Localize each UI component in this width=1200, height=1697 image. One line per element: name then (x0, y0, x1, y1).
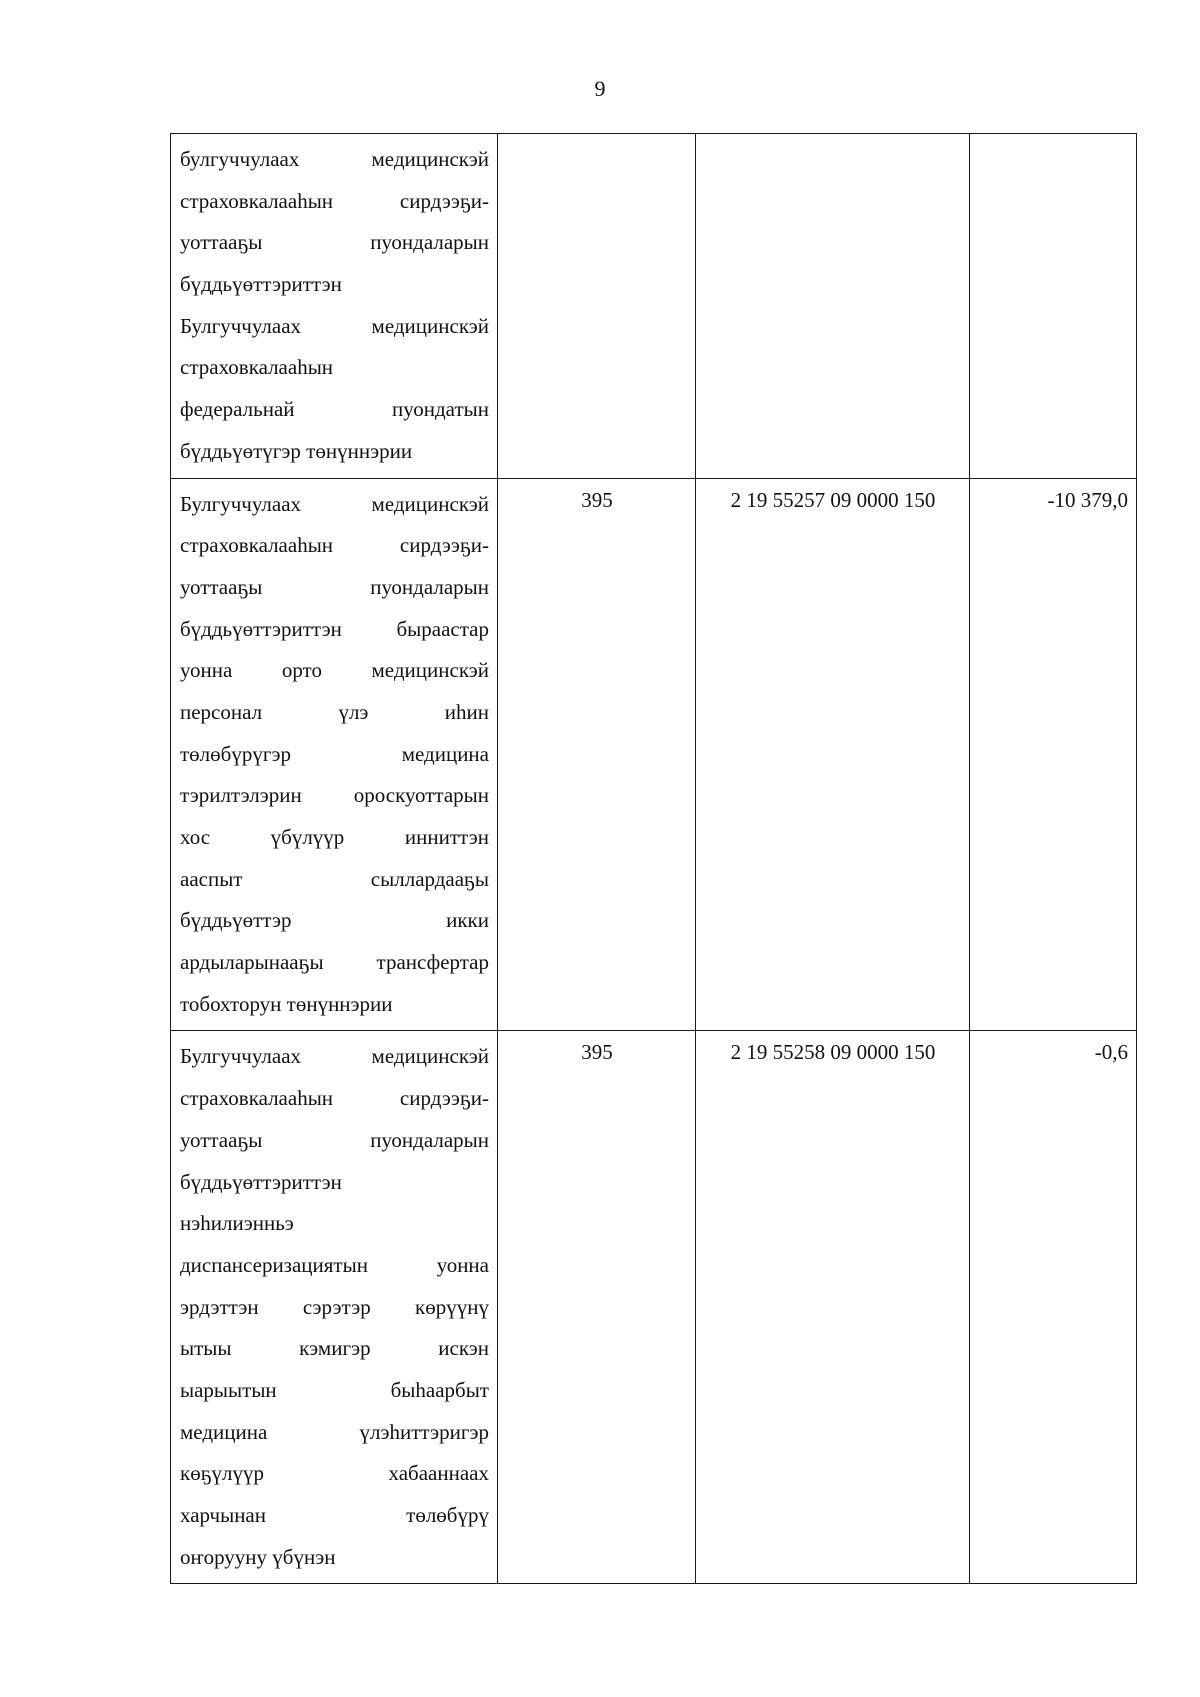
income-name-line: оҥорууну үбүнэн (180, 1544, 336, 1569)
amount-cell: -10 379,0 (970, 478, 1137, 1031)
income-name-line: тобохторун төнүннэрии (180, 991, 393, 1016)
table-body (171, 134, 1137, 1584)
income-name-line: диспансеризациятын уонна (180, 1252, 489, 1277)
table-row (171, 478, 1137, 1031)
income-name-line: тэрилтэлэрин ороскуоттарын (180, 783, 489, 808)
income-name-line: бүддьүөттэр икки (180, 908, 489, 933)
income-name-line: Булгуччулаах медицинскэй (180, 313, 489, 338)
income-name-line: ааспыт сыллардааҕы (180, 866, 489, 891)
table-row (171, 1031, 1137, 1584)
income-name-line: уонна орто медицинскэй (180, 658, 489, 683)
income-name-line: ыарыытын быһаарбыт (180, 1377, 489, 1402)
budget-classification-code-cell: 2 19 55257 09 0000 150 (696, 478, 970, 1031)
income-name-line: бүддьүөттэриттэн быраастар (180, 616, 489, 641)
income-name-line: медицина үлэһиттэригэр (180, 1419, 489, 1444)
income-name-cell (171, 1031, 498, 1584)
income-name-line: хос үбүлүүр инниттэн (180, 825, 489, 849)
income-name-line: төлөбүрүгэр медицина (180, 741, 489, 766)
income-name-line: булгуччулаах медицинскэй (180, 147, 489, 171)
admin-code-cell (498, 134, 696, 479)
income-name-line: көҕүлүүр хабааннаах (180, 1461, 489, 1486)
income-name-cell (171, 134, 498, 479)
income-name-line: бүддьүөтүгэр төнүннэрии (180, 438, 413, 463)
income-name-line: страховкалааһын (180, 355, 334, 380)
budget-classification-code-cell (696, 134, 970, 479)
income-name-line: уоттааҕы пуондаларын (180, 1127, 489, 1152)
income-name-line: харчынан төлөбүрү (180, 1503, 489, 1527)
income-name-line: ардыларынааҕы трансфертар (180, 950, 489, 975)
amount-cell: -0,6 (970, 1031, 1137, 1584)
income-name-line: нэһилиэнньэ (180, 1211, 294, 1236)
table-row (171, 134, 1137, 479)
amount-cell (970, 134, 1137, 479)
income-name-line: Булгуччулаах медицинскэй (180, 1044, 489, 1069)
income-name-line: страховкалааһын сирдээҕи- (180, 1086, 489, 1111)
income-name-line: бүддьүөттэриттэн (180, 272, 342, 297)
budget-table (170, 133, 1137, 1584)
admin-code-cell: 395 (498, 478, 696, 1031)
page-number: 9 (594, 76, 606, 101)
income-name-line: федеральнай пуондатын (180, 397, 489, 422)
income-name-line: бүддьүөттэриттэн (180, 1169, 342, 1194)
budget-classification-code-cell: 2 19 55258 09 0000 150 (696, 1031, 970, 1584)
income-name-line: эрдэттэн сэрэтэр көрүүнү (180, 1294, 489, 1319)
income-name-line: уоттааҕы пуондаларын (180, 574, 489, 599)
income-name-line: уоттааҕы пуондаларын (180, 230, 489, 255)
income-name-line: ытыы кэмигэр искэн (180, 1336, 489, 1361)
income-name-line: персонал үлэ иһин (180, 699, 489, 724)
income-name-line: Булгуччулаах медицинскэй (180, 491, 489, 516)
admin-code-cell: 395 (498, 1031, 696, 1584)
income-name-cell (171, 478, 498, 1031)
income-name-line: страховкалааһын сирдээҕи- (180, 533, 489, 558)
income-name-line: страховкалааһын сирдээҕи- (180, 188, 489, 213)
